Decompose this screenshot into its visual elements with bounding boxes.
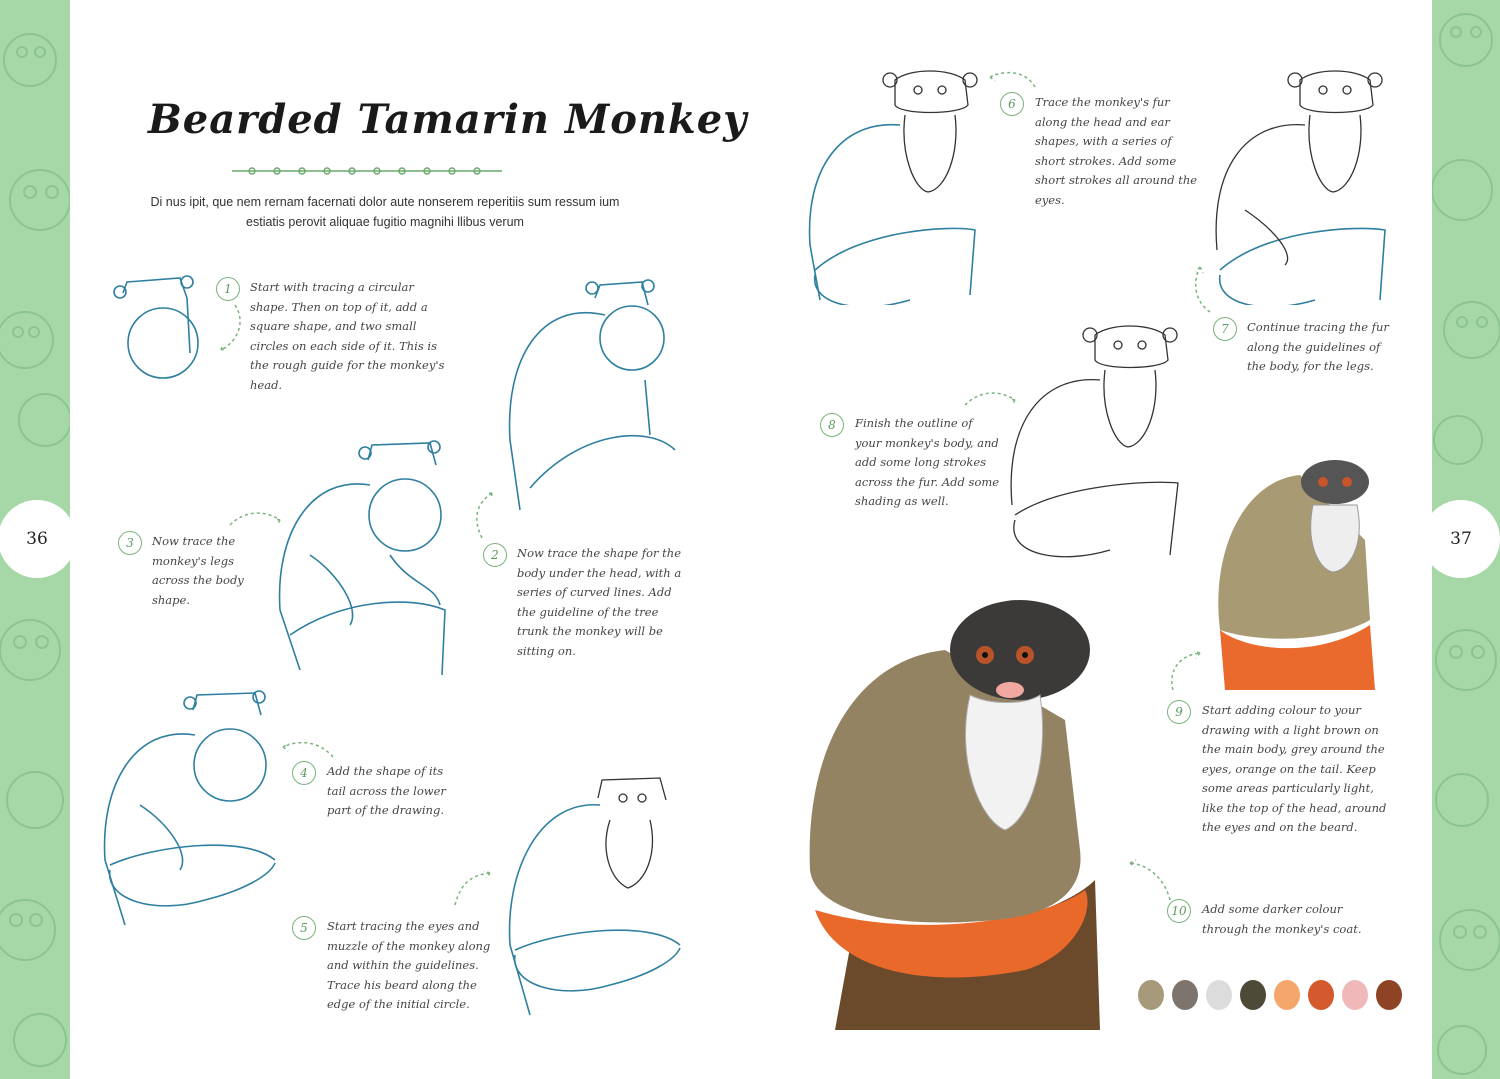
arrow-icon (278, 735, 338, 765)
arrow-icon (450, 865, 495, 910)
step-4-drawing (95, 685, 285, 935)
step-9-drawing (1205, 450, 1395, 690)
arrow-icon (1190, 262, 1218, 317)
arrow-icon (960, 385, 1020, 415)
step-text: Start adding colour to your drawing with a light brown on the main body, grey around the eyes, orange on the tail. Keep some areas particularly light, like the top of the head, around the eyes and on the beard. (1202, 703, 1387, 834)
step-text: Now trace the shape for the body under the head, with a series of curved lines. Add the guideline of the tree trunk the monkey will be sitting on. (517, 546, 682, 658)
step-2-drawing (500, 270, 685, 520)
step-number-badge: 3 (118, 531, 142, 555)
step-text: Continue tracing the fur along the guidelines of the body, for the legs. (1247, 320, 1389, 373)
page-number-left: 36 (0, 500, 76, 578)
ornament-divider-icon (232, 164, 502, 178)
step-number-badge: 4 (292, 761, 316, 785)
palette-swatch (1342, 980, 1368, 1010)
step-3-drawing (270, 435, 455, 675)
palette-swatch (1172, 980, 1198, 1010)
step-text: Add the shape of its tail across the lower part of the drawing. (327, 764, 446, 817)
palette-swatch (1308, 980, 1334, 1010)
step-text: Finish the outline of your monkey's body, and add some long strokes across the fur. Add some shading as well. (855, 416, 1000, 508)
step-6-drawing (800, 60, 985, 305)
step-number-badge: 5 (292, 916, 316, 940)
step-8-drawing (1000, 315, 1185, 560)
palette-swatch (1274, 980, 1300, 1010)
palette-swatch (1138, 980, 1164, 1010)
color-palette (1138, 980, 1402, 1010)
page-number-right: 37 (1422, 500, 1500, 578)
arrow-icon (472, 488, 502, 543)
step-text: Add some darker colour through the monkey's coat. (1202, 902, 1362, 936)
page-title: Bearded Tamarin Monkey (148, 96, 748, 143)
step-number-badge: 2 (483, 543, 507, 567)
step-number-badge: 8 (820, 413, 844, 437)
step-text: Start with tracing a circular shape. Then on top of it, add a square shape, and two small circles on each side of it. This is the rough guide for the monkey's head. (250, 280, 445, 392)
step-number-badge: 9 (1167, 700, 1191, 724)
palette-swatch (1240, 980, 1266, 1010)
step-text: Trace the monkey's fur along the head and ear shapes, with a series of short strokes. Add some short strokes all around the eyes. (1035, 95, 1198, 207)
step-text: Now trace the monkey's legs across the body shape. (152, 534, 244, 607)
arrow-icon (1125, 855, 1175, 905)
palette-swatch (1376, 980, 1402, 1010)
arrow-icon (985, 65, 1040, 93)
arrow-icon (1165, 645, 1205, 695)
arrow-icon (225, 505, 285, 535)
step-text: Start tracing the eyes and muzzle of the monkey along and within the guidelines. Trace his beard along the edge of the initial circle. (327, 919, 491, 1011)
palette-swatch (1206, 980, 1232, 1010)
step-number-badge: 1 (216, 277, 240, 301)
step-number-badge: 10 (1167, 899, 1191, 923)
step-10-drawing (795, 590, 1125, 1030)
step-7-drawing (1205, 60, 1395, 305)
intro-paragraph: Di nus ipit, que nem rernam facernati dolor aute nonserem reperitiis sum ressum ium estiatis perovit aliquae fugitio magnihi llibus verum (150, 195, 620, 229)
step-number-badge: 7 (1213, 317, 1237, 341)
step-1-drawing (105, 268, 205, 393)
step-5-drawing (500, 770, 685, 1020)
arrow-icon (215, 300, 245, 355)
step-number-badge: 6 (1000, 92, 1024, 116)
